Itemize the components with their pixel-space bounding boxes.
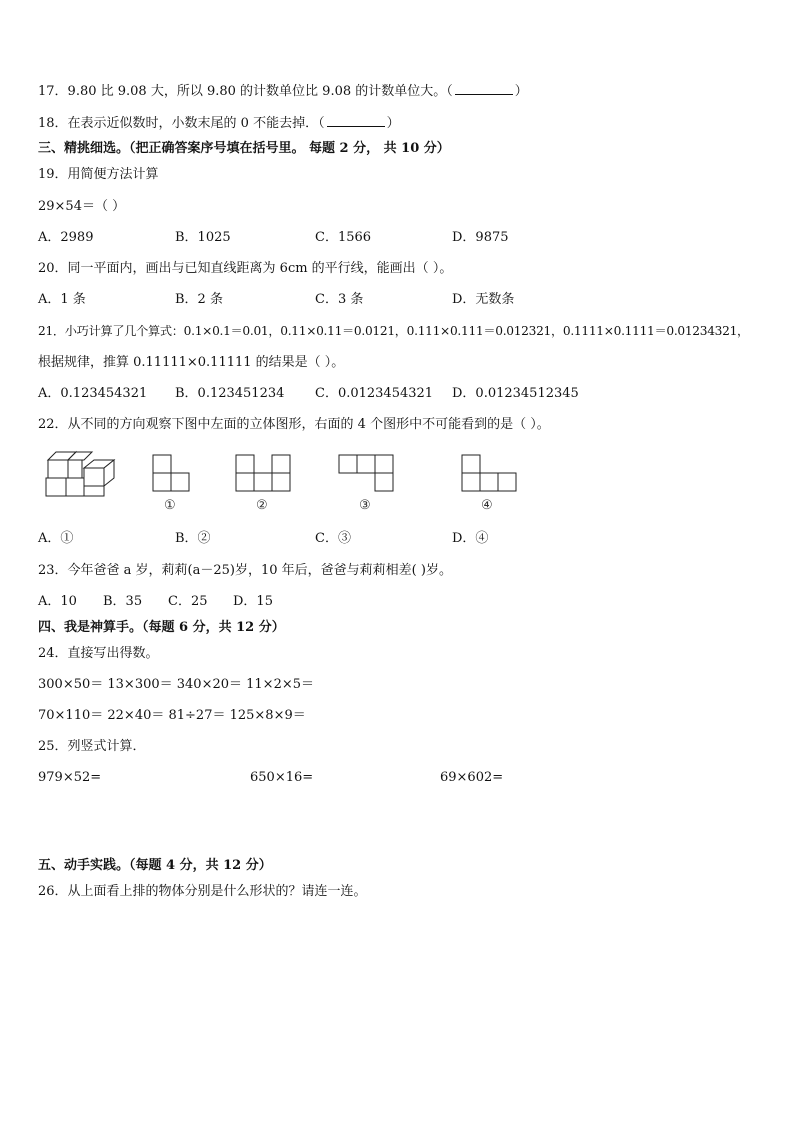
q21-option-c[interactable]: C．0.0123454321 (315, 386, 434, 401)
q21-option-b[interactable]: B．0.123451234 (175, 386, 285, 401)
question-22-stem: 22．从不同的方向观察下图中左面的立体图形，右面的 4 个图形中不可能看到的是（ ）。 (38, 417, 550, 432)
q20-option-d[interactable]: D．无数条 (452, 292, 515, 307)
q19-option-b[interactable]: B．1025 (175, 230, 231, 245)
question-17-text: 17．9.80 比 9.08 大，所以 9.80 的计数单位比 9.08 的计数单位大。（ (38, 84, 453, 99)
question-20-stem: 20．同一平面内，画出与已知直线距离为 6cm 的平行线，能画出（ ）。 (38, 261, 453, 276)
q19-option-a[interactable]: A．2989 (38, 230, 94, 245)
answer-blank-17[interactable] (455, 82, 513, 95)
q22-option-c[interactable]: C．③ (315, 531, 351, 546)
question-17 (38, 82, 528, 101)
question-24-stem: 24．直接写出得数。 (38, 646, 159, 661)
figure-label-4: ④ (481, 498, 493, 513)
view-figure-1 (152, 454, 192, 494)
q23-option-c[interactable]: C．25 (168, 594, 208, 609)
question-19-stem: 19．用简便方法计算 (38, 167, 159, 182)
q25-item-2: 650×16= (250, 770, 314, 785)
question-17-end: ） (514, 84, 528, 99)
question-22-figures (38, 446, 598, 522)
view-figure-4 (461, 454, 521, 494)
question-18 (38, 114, 400, 133)
section-4-heading: 四、我是神算手。（每题 6 分，共 12 分） (38, 620, 285, 635)
q20-option-c[interactable]: C．3 条 (315, 292, 364, 307)
section-5-heading: 五、动手实践。（每题 4 分，共 12 分） (38, 858, 272, 873)
q21-option-a[interactable]: A．0.123454321 (38, 386, 148, 401)
question-18-end: ） (386, 116, 400, 131)
q23-option-d[interactable]: D．15 (233, 594, 273, 609)
question-18-text: 18．在表示近似数时，小数末尾的 0 不能去掉．（ (38, 116, 325, 131)
q21-option-d[interactable]: D．0.01234512345 (452, 386, 579, 401)
question-24-row-1: 300×50＝ 13×300＝ 340×20＝ 11×2×5＝ (38, 677, 315, 692)
q23-option-b[interactable]: B．35 (103, 594, 143, 609)
q22-option-b[interactable]: B．② (175, 531, 211, 546)
q25-item-3: 69×602= (440, 770, 504, 785)
question-21-stem-line2: 根据规律，推算 0.11111×0.11111 的结果是（ ）。 (38, 355, 345, 370)
q20-option-a[interactable]: A．1 条 (38, 292, 86, 307)
view-figure-3 (338, 454, 398, 494)
question-25-stem: 25．列竖式计算． (38, 739, 146, 754)
question-26-stem: 26．从上面看上排的物体分别是什么形状的？请连一连。 (38, 884, 367, 899)
answer-blank-18[interactable] (327, 114, 385, 127)
question-23-stem: 23．今年爸爸 a 岁，莉莉(a－25)岁，10 年后，爸爸与莉莉相差( )岁。 (38, 563, 452, 578)
section-3-heading: 三、精挑细选。（把正确答案序号填在括号里。 每题 2 分， 共 10 分） (38, 141, 450, 156)
q19-option-d[interactable]: D．9875 (452, 230, 509, 245)
figure-label-3: ③ (359, 498, 371, 513)
q22-option-d[interactable]: D．④ (452, 531, 489, 546)
figure-label-1: ① (164, 498, 176, 513)
q19-option-c[interactable]: C．1566 (315, 230, 372, 245)
q20-option-b[interactable]: B．2 条 (175, 292, 223, 307)
question-24-row-2: 70×110＝ 22×40＝ 81÷27＝ 125×8×9＝ (38, 708, 306, 723)
q22-option-a[interactable]: A．① (38, 531, 74, 546)
q23-option-a[interactable]: A．10 (38, 594, 77, 609)
question-21-stem-line1: 21．小巧计算了几个算式：0.1×0.1＝0.01，0.11×0.11＝0.0121，0.111×0.111＝0.012321，0.1111×0.1111＝0.01234321， (38, 324, 749, 338)
question-19-expression: 29×54＝（ ） (38, 199, 126, 214)
q25-item-1: 979×52= (38, 770, 102, 785)
solid-figure (40, 448, 120, 508)
figure-label-2: ② (256, 498, 268, 513)
view-figure-2 (235, 454, 295, 494)
